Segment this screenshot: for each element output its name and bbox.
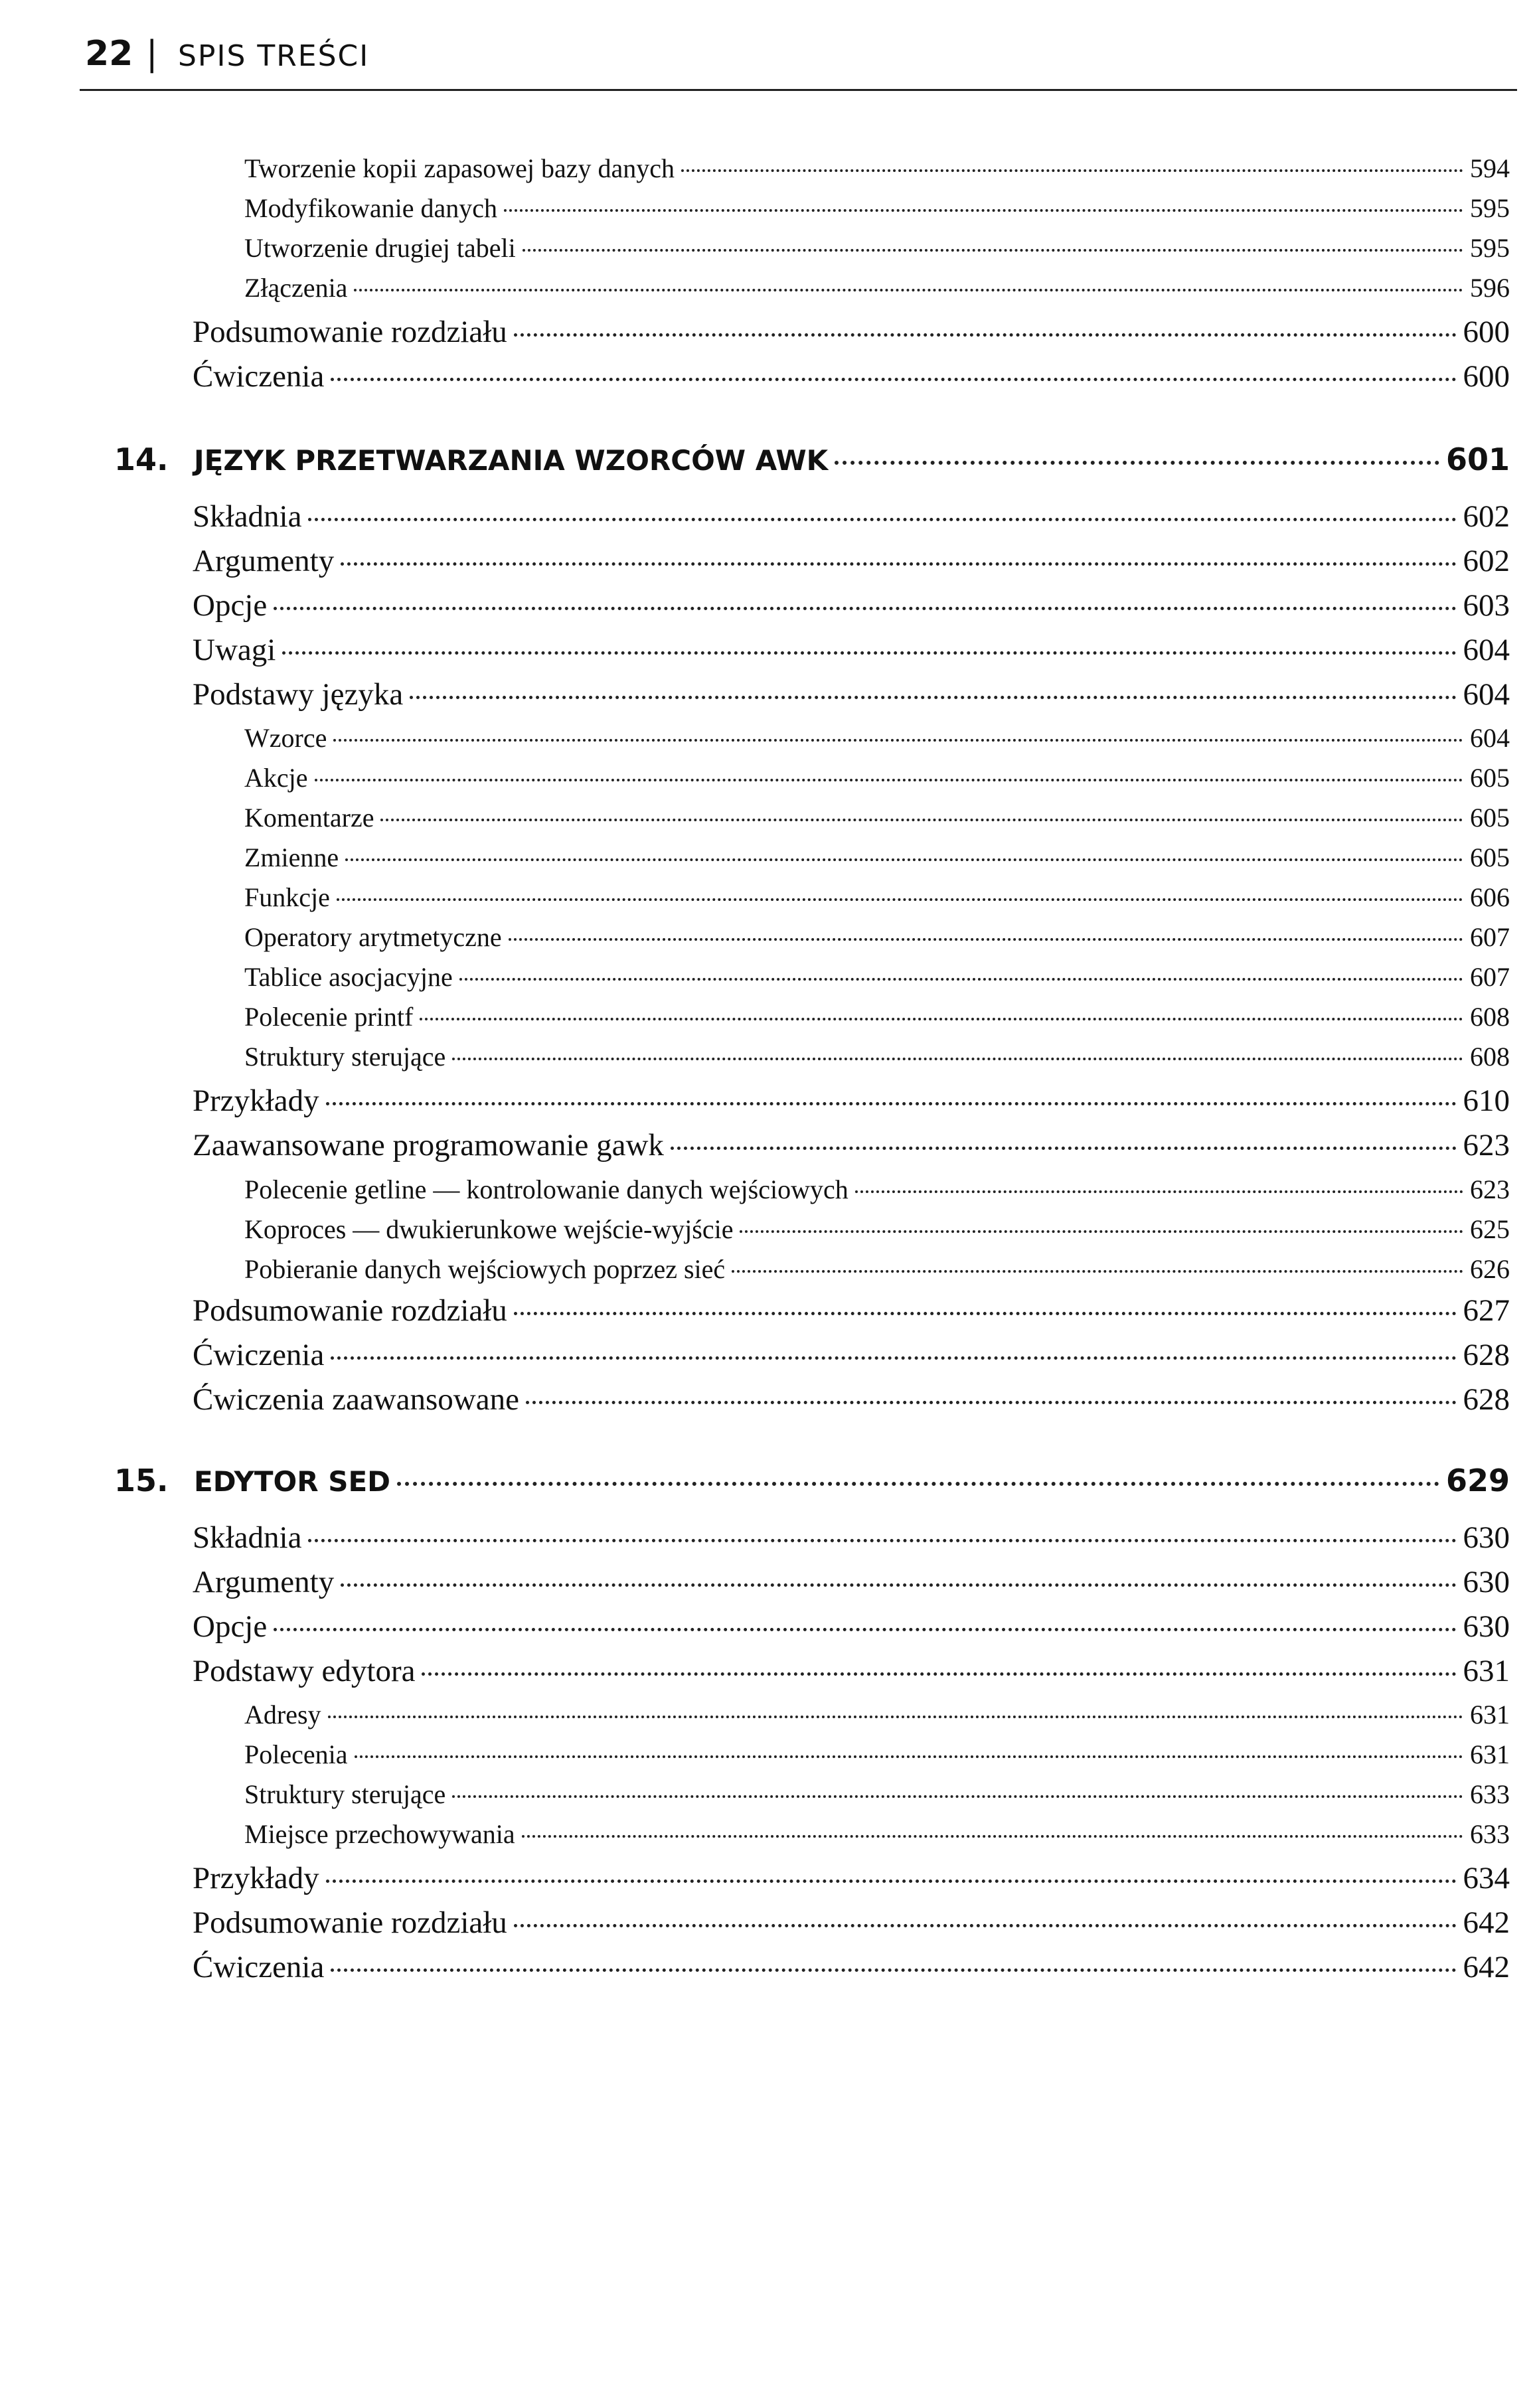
toc-entry-title: Zmienne [244, 843, 339, 872]
dot-leader [514, 1924, 1457, 1927]
toc-entry-page: 625 [1470, 1214, 1510, 1244]
dot-leader [732, 1270, 1463, 1273]
toc-entry-title: Podsumowanie rozdziału [193, 1293, 507, 1328]
dot-leader [331, 378, 1456, 381]
toc-entry[interactable] [244, 801, 1510, 835]
toc-entry-title: Złączenia [244, 273, 348, 303]
toc-entry[interactable] [193, 1947, 1510, 1987]
toc-entry-page: 608 [1470, 1002, 1510, 1032]
toc-entry[interactable] [244, 151, 1510, 186]
dot-leader [337, 898, 1463, 901]
toc-entry[interactable] [193, 1651, 1510, 1691]
toc-entry-page: 596 [1470, 273, 1510, 303]
toc-entry-page: 610 [1463, 1084, 1510, 1118]
toc-entry-title: Modyfikowanie danych [244, 193, 498, 223]
toc-entry-page: 626 [1470, 1254, 1510, 1284]
toc-entry-page: 607 [1470, 962, 1510, 992]
toc-entry-page: 630 [1463, 1565, 1510, 1599]
dot-leader [504, 209, 1463, 212]
toc-entry-page: 604 [1470, 723, 1510, 753]
dot-leader [341, 562, 1456, 566]
toc-entry[interactable] [244, 761, 1510, 795]
toc-entry[interactable] [244, 841, 1510, 875]
toc-entry-page: 602 [1463, 544, 1510, 578]
toc-entry-page: 628 [1463, 1338, 1510, 1372]
dot-leader [315, 779, 1463, 781]
toc-entry-title: Ćwiczenia [193, 1338, 325, 1372]
toc-entry-page: 594 [1470, 153, 1510, 183]
toc-entry[interactable] [244, 960, 1510, 995]
toc-entry-title: Opcje [193, 1609, 268, 1644]
dot-leader [308, 1539, 1456, 1542]
toc-entry[interactable] [193, 497, 1510, 536]
toc-entry[interactable] [193, 1081, 1510, 1121]
toc-entry-page: 605 [1470, 843, 1510, 872]
toc-entry-page: 600 [1463, 315, 1510, 349]
toc-entry-title: Utworzenie drugiej tabeli [244, 233, 516, 263]
page-number: 22 [85, 34, 133, 74]
toc-entry-title: Polecenie printf [244, 1002, 414, 1032]
dot-leader [740, 1230, 1463, 1233]
toc-entry[interactable] [193, 1380, 1510, 1419]
toc-entry[interactable] [193, 1518, 1510, 1558]
dot-leader [523, 249, 1463, 252]
toc-entry-page: 604 [1463, 677, 1510, 712]
dot-leader [274, 607, 1456, 610]
toc-entry-page: 630 [1463, 1609, 1510, 1644]
dot-leader [452, 1795, 1463, 1798]
dot-leader [459, 978, 1463, 981]
chapter-number: 14. [114, 441, 169, 477]
dot-leader [326, 1880, 1457, 1883]
toc-entry-title: Ćwiczenia [193, 1950, 325, 1984]
toc-entry-page: 605 [1470, 803, 1510, 833]
dot-leader [422, 1672, 1456, 1676]
toc-entry[interactable] [244, 1252, 1510, 1287]
toc-entry-page: 633 [1470, 1779, 1510, 1809]
toc-entry-page: 605 [1470, 763, 1510, 793]
dot-leader [835, 461, 1439, 465]
dot-leader [514, 333, 1457, 337]
toc-entry[interactable] [244, 191, 1510, 226]
toc-entry-title: Podsumowanie rozdziału [193, 315, 507, 349]
toc-entry-page: 627 [1463, 1293, 1510, 1328]
dot-leader [671, 1147, 1457, 1150]
dot-leader [855, 1190, 1463, 1193]
toc-entry[interactable] [244, 920, 1510, 955]
toc-entry-title: Pobieranie danych wejściowych poprzez sieć [244, 1254, 726, 1284]
toc-entry-page: 642 [1463, 1950, 1510, 1984]
toc-entry-title: Struktury sterujące [244, 1779, 446, 1809]
dot-leader [345, 858, 1463, 861]
toc-entry-title: Przykłady [193, 1084, 319, 1118]
dot-leader [331, 1356, 1456, 1360]
toc-entry-title: Komentarze [244, 803, 374, 833]
toc-entry-page: 602 [1463, 499, 1510, 534]
toc-entry[interactable] [193, 1858, 1510, 1898]
toc-entry[interactable] [193, 357, 1510, 396]
toc-entry-page: 623 [1470, 1174, 1510, 1204]
header-separator: | [146, 34, 158, 74]
dot-leader [452, 1058, 1463, 1060]
toc-entry-title: Przykłady [193, 1861, 319, 1895]
toc-entry-page: 600 [1463, 359, 1510, 394]
toc-entry[interactable] [193, 630, 1510, 670]
toc-entry-title: Tablice asocjacyjne [244, 962, 453, 992]
dot-leader [282, 651, 1456, 655]
toc-entry-title: Akcje [244, 763, 308, 793]
chapter-title: JĘZYK PRZETWARZANIA WZORCÓW AWK [194, 444, 829, 477]
toc-entry-title: Podstawy języka [193, 677, 404, 712]
toc-entry[interactable] [193, 1607, 1510, 1646]
toc-entry-title: Opcje [193, 588, 268, 623]
chapter-page: 629 [1445, 1463, 1510, 1498]
toc-entry[interactable] [244, 1777, 1510, 1812]
toc-entry-page: 634 [1463, 1861, 1510, 1895]
dot-leader [326, 1102, 1457, 1105]
dot-leader [509, 938, 1463, 941]
toc-entry-title: Uwagi [193, 633, 276, 667]
toc-entry[interactable] [193, 1903, 1510, 1943]
dot-leader [308, 518, 1456, 521]
toc-entry-title: Składnia [193, 1520, 302, 1555]
toc-entry[interactable] [244, 1172, 1510, 1207]
toc-entry-title: Operatory arytmetyczne [244, 922, 502, 952]
dot-leader [331, 1968, 1456, 1972]
toc-entry-title: Zaawansowane programowanie gawk [193, 1128, 664, 1163]
dot-leader [274, 1628, 1456, 1631]
toc-entry[interactable] [244, 1737, 1510, 1772]
toc-entry-title: Polecenie getline — kontrolowanie danych wejściowych [244, 1174, 848, 1204]
toc-entry[interactable] [193, 1291, 1510, 1330]
chapter-title: EDYTOR SED [194, 1465, 391, 1498]
dot-leader [328, 1716, 1463, 1718]
toc-entry-title: Ćwiczenia zaawansowane [193, 1382, 519, 1417]
toc-entry-page: 630 [1463, 1520, 1510, 1555]
dot-leader [341, 1583, 1456, 1587]
toc-entry-page: 642 [1463, 1905, 1510, 1940]
toc-entry-title: Tworzenie kopii zapasowej bazy danych [244, 153, 675, 183]
toc-entry-page: 631 [1470, 1700, 1510, 1729]
dot-leader [526, 1401, 1457, 1404]
toc-entry[interactable] [244, 1040, 1510, 1074]
dot-leader [420, 1018, 1463, 1020]
toc-entry-page: 623 [1463, 1128, 1510, 1163]
dot-leader [514, 1312, 1457, 1315]
toc-entry[interactable] [193, 1562, 1510, 1602]
toc-entry-title: Ćwiczenia [193, 359, 325, 394]
toc-entry-title: Miejsce przechowywania [244, 1819, 515, 1849]
chapter-15-heading[interactable] [114, 1459, 1510, 1502]
dot-leader [397, 1482, 1439, 1486]
dot-leader [333, 739, 1463, 742]
toc-entry-page: 604 [1463, 633, 1510, 667]
toc-entry[interactable] [244, 721, 1510, 756]
toc-entry-title: Adresy [244, 1700, 321, 1729]
toc-entry-title: Struktury sterujące [244, 1042, 446, 1072]
toc-entry[interactable] [193, 675, 1510, 714]
toc-entry[interactable] [244, 271, 1510, 305]
section-title: SPIS TREŚCI [178, 39, 370, 73]
chapter-14-heading[interactable] [114, 438, 1510, 481]
toc-entry[interactable] [244, 880, 1510, 915]
toc-entry[interactable] [193, 1335, 1510, 1375]
toc-entry-title: Polecenia [244, 1739, 348, 1769]
toc-entry-page: 606 [1470, 882, 1510, 912]
dot-leader [355, 1755, 1464, 1758]
toc-entry-title: Składnia [193, 499, 302, 534]
toc-entry-page: 607 [1470, 922, 1510, 952]
dot-leader [522, 1835, 1463, 1838]
dot-leader [380, 819, 1463, 821]
toc-entry[interactable] [244, 1000, 1510, 1034]
dot-leader [354, 289, 1463, 291]
toc-entry[interactable] [244, 1817, 1510, 1852]
toc-entry-title: Wzorce [244, 723, 327, 753]
toc-entry-title: Argumenty [193, 544, 335, 578]
toc-entry-page: 595 [1470, 193, 1510, 223]
toc-entry-page: 631 [1463, 1654, 1510, 1688]
toc-entry[interactable] [244, 1698, 1510, 1732]
toc-entry-page: 595 [1470, 233, 1510, 263]
toc-entry-page: 633 [1470, 1819, 1510, 1849]
chapter-number: 15. [114, 1463, 169, 1498]
toc-entry-page: 603 [1463, 588, 1510, 623]
toc-entry[interactable] [193, 1125, 1510, 1165]
dot-leader [410, 696, 1456, 699]
toc-entry-title: Argumenty [193, 1565, 335, 1599]
toc-entry-page: 628 [1463, 1382, 1510, 1417]
dot-leader [681, 169, 1463, 172]
toc-entry-title: Funkcje [244, 882, 330, 912]
toc-entry-page: 631 [1470, 1739, 1510, 1769]
toc-entry[interactable] [193, 312, 1510, 352]
toc-entry[interactable] [244, 1212, 1510, 1247]
chapter-page: 601 [1445, 441, 1510, 477]
toc-entry-title: Koproces — dwukierunkowe wejście-wyjście [244, 1214, 734, 1244]
toc-entry[interactable] [193, 586, 1510, 625]
toc-entry-title: Podsumowanie rozdziału [193, 1905, 507, 1940]
toc-entry[interactable] [244, 231, 1510, 266]
toc-entry[interactable] [193, 541, 1510, 581]
toc-entry-page: 608 [1470, 1042, 1510, 1072]
toc-entry-title: Podstawy edytora [193, 1654, 416, 1688]
